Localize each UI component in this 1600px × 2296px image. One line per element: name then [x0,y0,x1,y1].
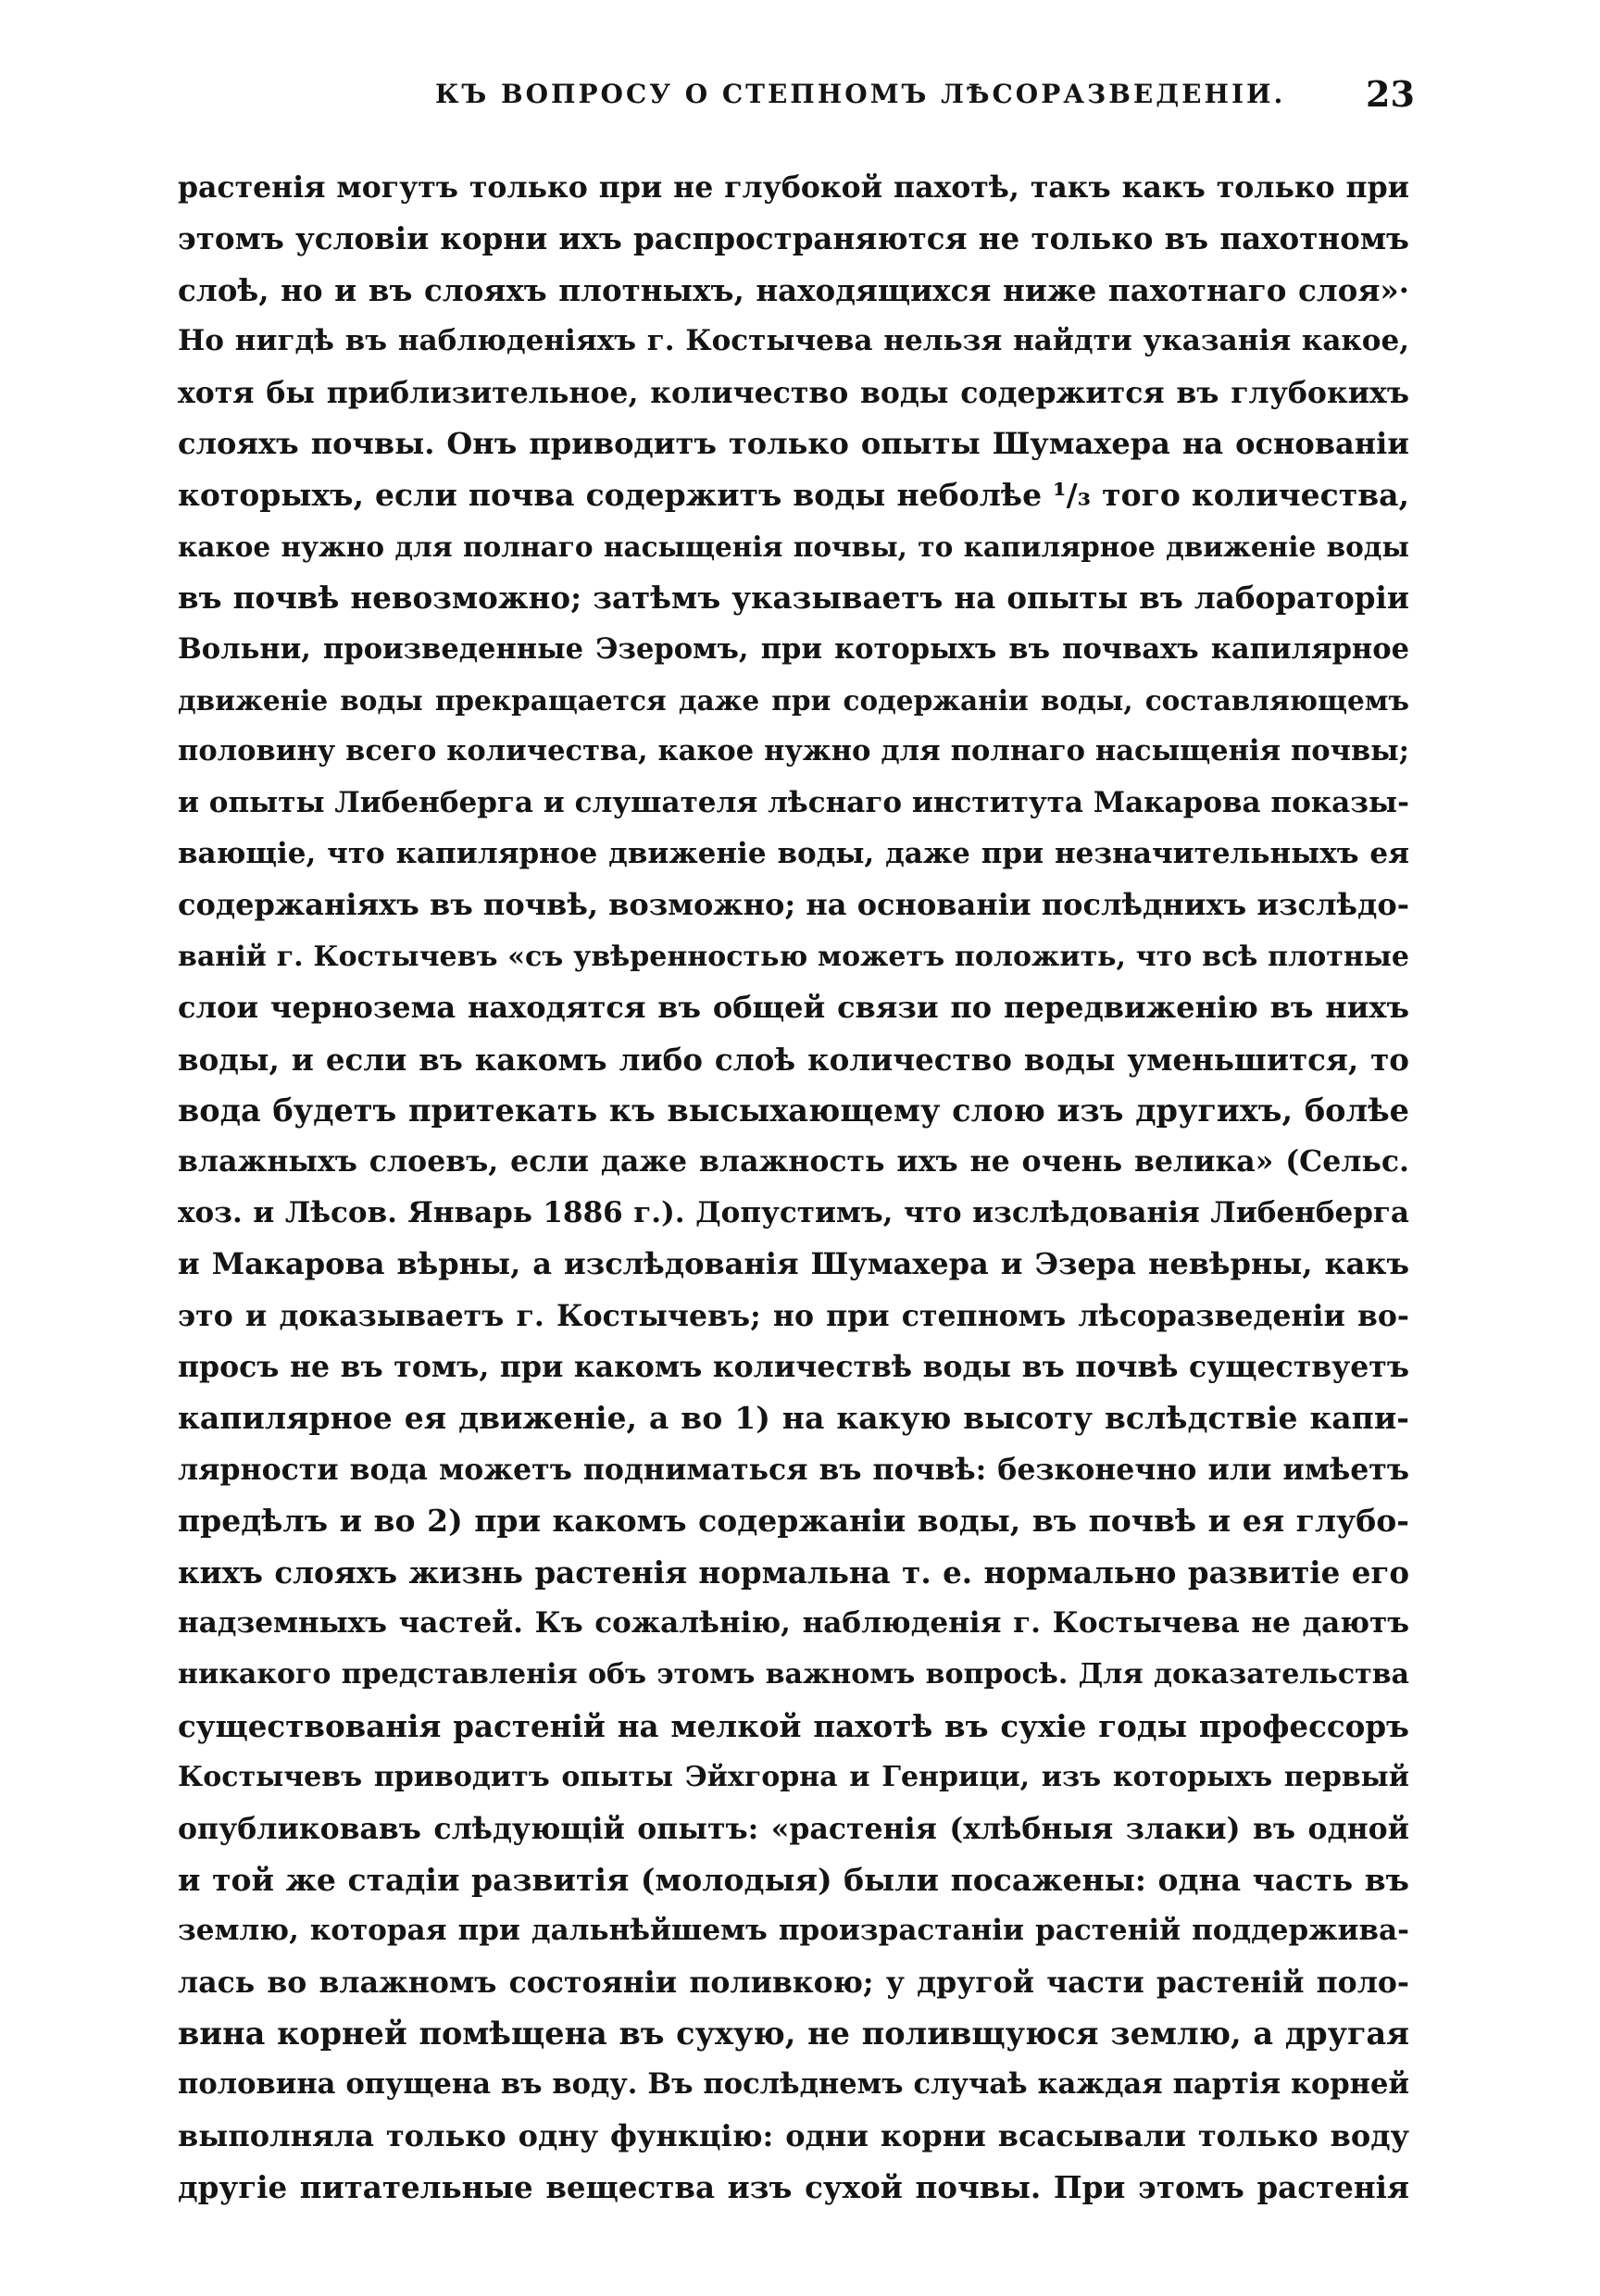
text-line: лярности вода можетъ подниматься въ почвѣ: безконечно или имѣетъ [178,1452,1409,1487]
text-line: никакого представленія объ этомъ важномъ вопросѣ. Для доказательства [178,1658,1409,1691]
text-line: содержаніяхъ въ почвѣ, возможно; на основаніи послѣднихъ изслѣдо- [178,887,1409,923]
text-line: влажныхъ слоевъ, если даже влажность ихъ не очень велика» (Сельс. [178,1144,1409,1179]
running-title: КЪ ВОПРОСУ О СТЕПНОМЪ ЛѢСОРАЗВЕДЕНІИ. [435,79,1286,109]
text-line: слои чернозема находятся въ общей связи по передвиженію въ нихъ [178,990,1409,1026]
text-line: Вольни, произведенные Эзеромъ, при которыхъ въ почвахъ капилярное [178,631,1409,666]
text-line: хоз. и Лѣсов. Январь 1886 г.). Допустимъ, что изслѣдованія Либенберга [178,1195,1409,1229]
text-line: слоѣ, но и въ слояхъ плотныхъ, находящихся ниже пахотнаго слоя»· [178,271,1409,308]
text-line: воды, и если въ какомъ либо слоѣ количество воды уменьшится, то [178,1041,1409,1078]
text-line: и опыты Либенберга и слушателя лѣснаго института Макарова показы- [178,785,1409,819]
text-line: и Макарова вѣрны, а изслѣдованія Шумахера и Эзера невѣрны, какъ [178,1246,1409,1282]
text-line: этомъ условіи корни ихъ распространяются не только въ пахотномъ [178,220,1409,257]
text-line: вода будетъ притекать къ высыхающему слою изъ другихъ, болѣе [178,1092,1409,1129]
text-line: кихъ слояхъ жизнь растенія нормальна т. е. нормально развитіе его [178,1554,1409,1591]
text-line: опубликовавъ слѣдующій опытъ: «растенія (хлѣбныя злаки) въ одной [178,1811,1409,1846]
text-line: землю, которая при дальнѣйшемъ произрастаніи растеній поддержива- [178,1914,1409,1948]
text-line: какое нужно для полнаго насыщенія почвы, то капилярное движеніе воды [178,530,1409,563]
text-line: и той же стадіи развитія (молодыя) были посажены: одна часть въ [178,1861,1409,1898]
text-line: другіе питательные вещества изъ сухой почвы. При этомъ растенія [178,2169,1409,2206]
text-line: Но нигдѣ въ наблюденіяхъ г. Костычева нельзя найдти указанія какое, [178,324,1409,358]
text-line: вающіе, что капилярное движеніе воды, даже при незначительныхъ ея [178,837,1409,871]
text-line: существованія растеній на мелкой пахотѣ въ сухіе годы профессоръ [178,1707,1409,1744]
body-text [178,162,1409,2214]
text-line: половина опущена въ воду. Въ послѣднемъ случаѣ каждая партія корней [178,2067,1409,2102]
running-head [0,67,1600,122]
text-line: капилярное ея движеніе, а во 1) на какую высоту вслѣдствіе капи- [178,1400,1409,1437]
text-line: это и доказываетъ г. Костычевъ; но при степномъ лѣсоразведеніи во- [178,1298,1409,1333]
text-line: предѣлъ и во 2) при какомъ содержаніи воды, въ почвѣ и ея глубо- [178,1503,1409,1540]
page-number: 23 [1366,73,1415,115]
text-line: растенія могутъ только при не глубокой пахотѣ, такъ какъ только при [178,170,1409,205]
text-line: которыхъ, если почва содержитъ воды неболѣе ¹/₃ того количества, [178,477,1409,514]
text-line: движеніе воды прекращается даже при содержаніи воды, составляющемъ [178,683,1409,717]
text-line: хотя бы приблизительное, количество воды содержится въ глубокихъ [178,375,1409,410]
text-line: надземныхъ частей. Къ сожалѣнію, наблюденія г. Костычева не даютъ [178,1605,1409,1640]
text-line: половину всего количества, какое нужно для полнаго насыщенія почвы; [178,734,1409,768]
text-line: Костычевъ приводитъ опыты Эйхгорна и Генрици, изъ которыхъ первый [178,1761,1409,1794]
text-line: выполняла только одну функцію: одни корни всасывали только воду [178,2117,1409,2153]
text-line: лась во влажномъ состояніи поливкою; у другой части растеній поло- [178,1965,1409,2000]
text-line: въ почвѣ невозможно; затѣмъ указываетъ на опыты въ лабораторіи [178,580,1409,617]
text-line: просъ не въ томъ, при какомъ количествѣ воды въ почвѣ существуетъ [178,1349,1409,1384]
text-line: слояхъ почвы. Онъ приводитъ только опыты Шумахера на основаніи [178,425,1409,461]
text-line: вина корней помѣщена въ сухую, не поливщуюся землю, а другая [178,2015,1409,2053]
text-line: ваній г. Костычевъ «съ увѣренностью можетъ положить, что всѣ плотные [178,940,1409,973]
